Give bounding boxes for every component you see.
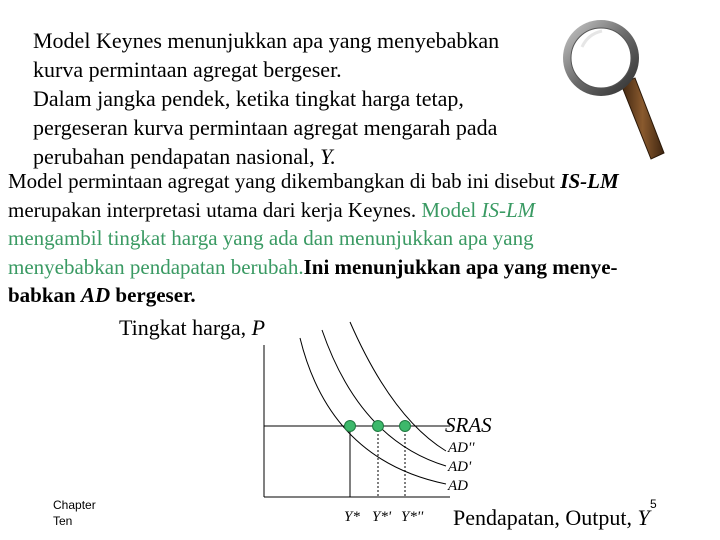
x-axis-label (453, 505, 650, 531)
intro-line-4: pergeseran kurva permintaan agregat mengarah pada (33, 115, 498, 140)
term-is-lm-green: IS-LM (481, 197, 536, 222)
bold-text-3: bergeser. (110, 283, 196, 307)
paragraph-text-2: merupakan interpretasi utama dari kerja Keynes. (8, 197, 422, 222)
ad-prime-label: AD' (448, 459, 472, 475)
term-ad: AD (80, 283, 111, 307)
highlight-text-2: menyebabkan pendapatan berubah. (8, 254, 304, 279)
paragraph-text-1: Model permintaan agregat yang dikembangkan di bab ini disebut (8, 169, 561, 193)
chapter-footer (53, 497, 96, 529)
equilibrium-point-2 (373, 421, 384, 432)
x-tick-y-star: Y* (344, 509, 360, 525)
y-axis-label-var: P (251, 315, 266, 340)
intro-line-3: Dalam jangka pendek, ketika tingkat harga tetap, (33, 86, 464, 111)
x-tick-y-star-prime: Y*' (372, 509, 392, 525)
ad-prime-curve (322, 330, 446, 466)
chapter-label: Chapter (53, 498, 96, 512)
intro-variable: Y. (320, 144, 336, 169)
y-axis-label-text: Tingkat harga, (119, 315, 252, 340)
slide-number: 5 (650, 497, 657, 511)
paragraph-line-3: mengambil tingkat harga yang ada dan menunjukkan apa yang (8, 226, 534, 250)
ad-curve (300, 338, 446, 484)
x-axis-label-text: Pendapatan, Output, (453, 505, 638, 530)
ad-double-prime-curve (350, 322, 446, 451)
term-is-lm: IS-LM (560, 169, 619, 193)
chapter-number: Ten (53, 514, 73, 528)
sras-label: SRAS (445, 413, 492, 437)
ad-double-prime-label: AD'' (448, 440, 475, 456)
intro-line-2: kurva permintaan agregat bergeser. (33, 57, 342, 82)
bold-text-1: Ini menunjukkan apa yang menye- (303, 254, 618, 279)
x-tick-y-star-double-prime: Y*'' (401, 509, 424, 525)
intro-line-5-text: perubahan pendapatan nasional, (33, 144, 321, 169)
equilibrium-point-3 (400, 421, 411, 432)
equilibrium-point-1 (345, 421, 356, 432)
ad-label: AD (448, 478, 468, 494)
highlight-text-1: Model (421, 197, 482, 222)
x-axis-label-var: Y (637, 505, 650, 530)
bold-text-2: babkan (8, 283, 81, 307)
intro-line-1: Model Keynes menunjukkan apa yang menyebabkan (33, 28, 500, 53)
